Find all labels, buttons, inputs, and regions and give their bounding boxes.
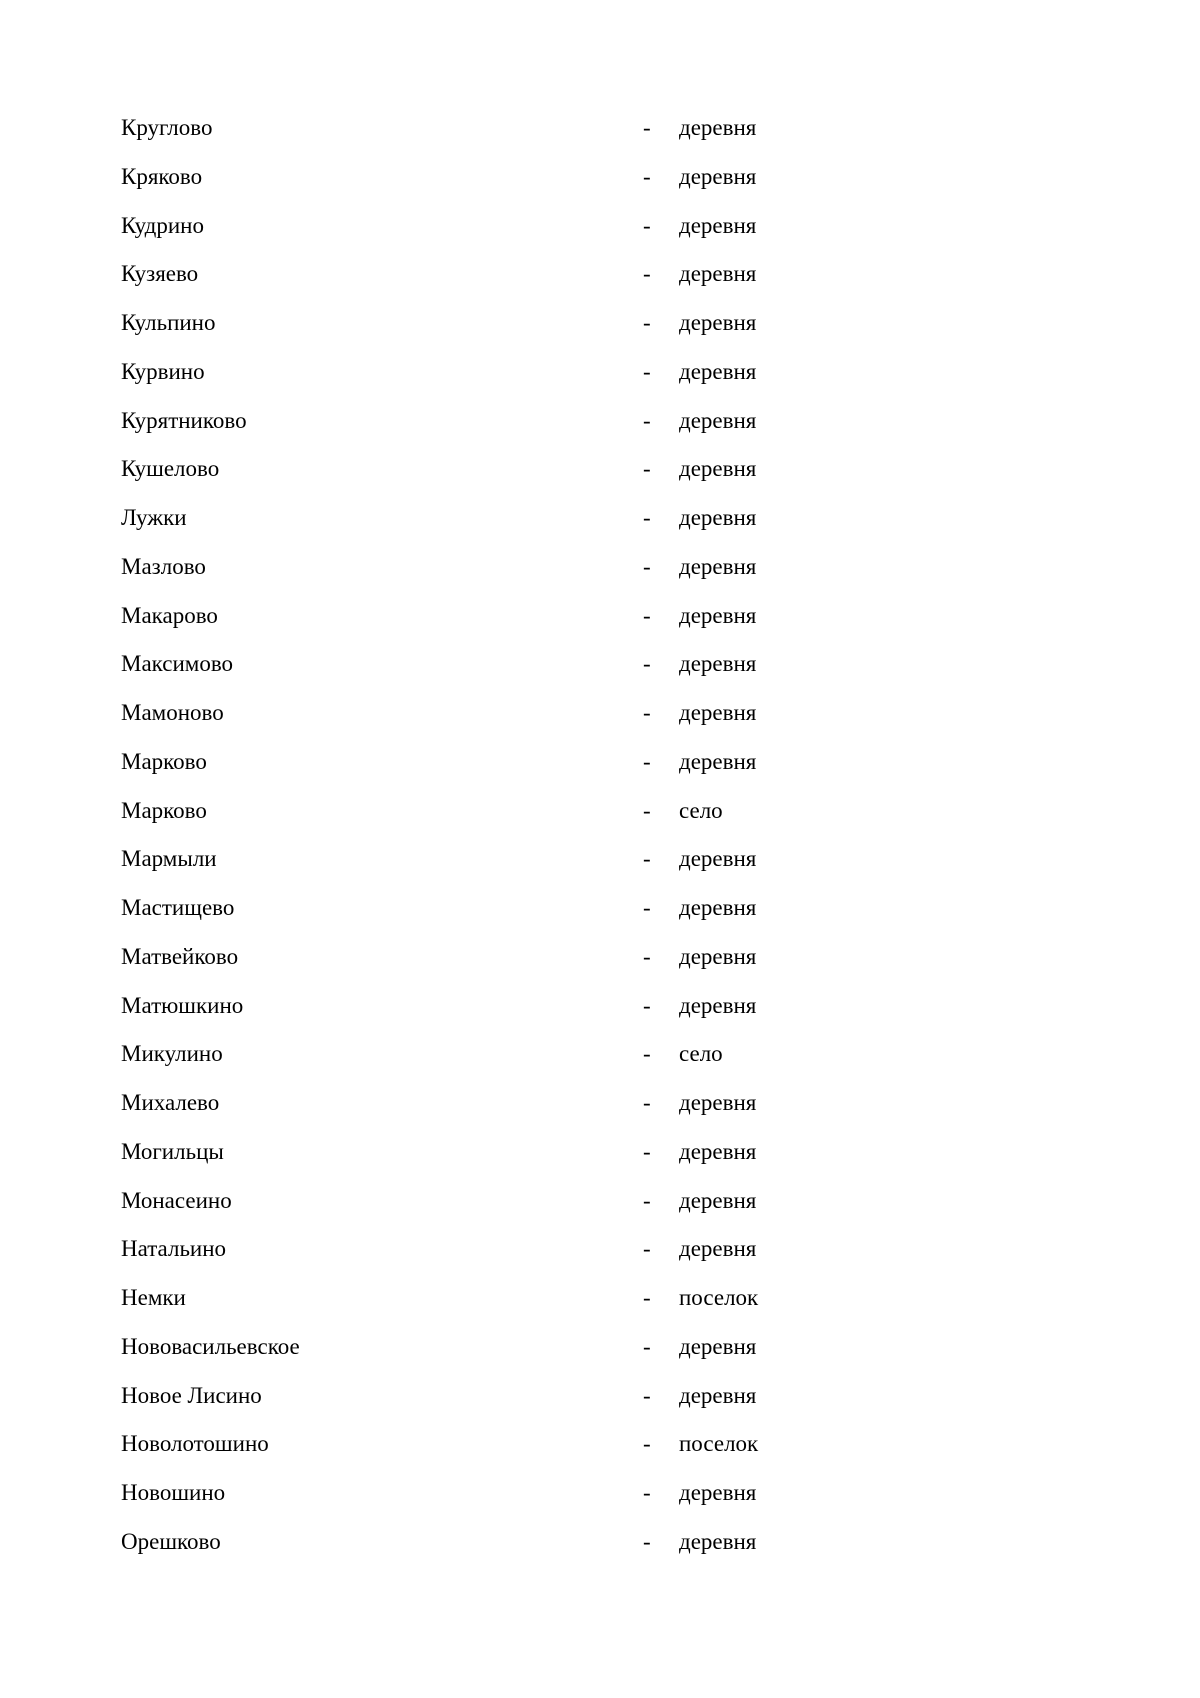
settlement-name: Монасеино	[121, 1187, 232, 1213]
separator-dash: -	[643, 797, 651, 823]
separator-dash: -	[643, 1431, 651, 1457]
list-item	[121, 738, 881, 787]
settlement-name: Максимово	[121, 651, 234, 677]
separator-dash: -	[643, 1333, 651, 1359]
settlement-type: деревня	[679, 212, 757, 238]
settlement-type: деревня	[679, 1480, 757, 1505]
settlement-type: село	[679, 797, 723, 823]
separator-dash: -	[643, 456, 651, 482]
list-item	[121, 689, 881, 738]
settlement-name: Кузяево	[121, 261, 199, 287]
settlement-type: деревня	[679, 748, 757, 774]
settlement-name: Кушелово	[121, 456, 220, 482]
settlement-type: деревня	[679, 1528, 757, 1554]
separator-dash: -	[643, 992, 651, 1018]
separator-dash: -	[643, 846, 651, 872]
settlement-type: поселок	[679, 1431, 759, 1457]
list-item	[121, 1518, 881, 1567]
settlement-name: Лужки	[121, 505, 187, 530]
list-item	[121, 1225, 881, 1274]
settlement-name: Мармыли	[121, 846, 217, 872]
list-item	[121, 933, 881, 982]
separator-dash: -	[643, 310, 651, 335]
list-item	[121, 1177, 881, 1226]
list-item	[121, 640, 881, 689]
settlement-name: Кряково	[121, 163, 203, 189]
list-item	[121, 1323, 881, 1372]
list-item	[121, 1372, 881, 1421]
settlement-name: Курятниково	[121, 407, 247, 433]
settlement-type: деревня	[679, 553, 757, 579]
settlement-name: Новошино	[121, 1480, 226, 1505]
settlement-type: деревня	[679, 1138, 757, 1164]
settlement-name: Натальино	[121, 1236, 227, 1262]
separator-dash: -	[643, 1187, 651, 1213]
list-item	[121, 835, 881, 884]
settlement-type: деревня	[679, 1333, 757, 1359]
settlement-type: деревня	[679, 115, 757, 140]
settlement-name: Нововасильевское	[121, 1333, 300, 1359]
separator-dash: -	[643, 407, 651, 433]
separator-dash: -	[643, 651, 651, 677]
settlement-type: деревня	[679, 895, 757, 920]
separator-dash: -	[643, 1528, 651, 1554]
separator-dash: -	[643, 1382, 651, 1408]
settlement-type: деревня	[679, 1187, 757, 1213]
list-item	[121, 543, 881, 592]
settlement-name: Новое Лисино	[121, 1382, 262, 1408]
settlement-type: деревня	[679, 602, 757, 628]
settlement-name: Марково	[121, 797, 207, 823]
settlement-name: Кульпино	[121, 310, 216, 335]
settlement-type: поселок	[679, 1285, 759, 1310]
list-item	[121, 202, 881, 251]
settlement-type: деревня	[679, 846, 757, 872]
list-item	[121, 592, 881, 641]
settlement-type: деревня	[679, 651, 757, 677]
separator-dash: -	[643, 1138, 651, 1164]
settlement-name: Матвейково	[121, 943, 239, 969]
settlement-type: деревня	[679, 456, 757, 482]
separator-dash: -	[643, 1285, 651, 1310]
settlement-list	[121, 104, 881, 1567]
settlement-type: деревня	[679, 1382, 757, 1408]
settlement-name: Кудрино	[121, 212, 204, 238]
settlement-name: Мастищево	[121, 895, 235, 920]
separator-dash: -	[643, 505, 651, 530]
separator-dash: -	[643, 1480, 651, 1505]
settlement-name: Мазлово	[121, 553, 206, 579]
settlement-name: Мамоново	[121, 700, 224, 725]
settlement-type: деревня	[679, 505, 757, 530]
settlement-name: Орешково	[121, 1528, 221, 1554]
separator-dash: -	[643, 895, 651, 920]
separator-dash: -	[643, 115, 651, 140]
settlement-name: Курвино	[121, 358, 205, 384]
settlement-name: Круглово	[121, 115, 213, 140]
settlement-type: деревня	[679, 407, 757, 433]
settlement-type: село	[679, 1041, 723, 1067]
list-item	[121, 153, 881, 202]
separator-dash: -	[643, 1041, 651, 1067]
settlement-name: Макарово	[121, 602, 218, 628]
settlement-name: Марково	[121, 748, 207, 774]
list-item	[121, 1030, 881, 1079]
list-item	[121, 1469, 881, 1518]
list-item	[121, 299, 881, 348]
separator-dash: -	[643, 261, 651, 287]
list-item	[121, 397, 881, 446]
settlement-name: Матюшкино	[121, 992, 244, 1018]
list-item	[121, 250, 881, 299]
settlement-type: деревня	[679, 943, 757, 969]
separator-dash: -	[643, 163, 651, 189]
settlement-name: Новолотошино	[121, 1431, 269, 1457]
separator-dash: -	[643, 358, 651, 384]
list-item	[121, 982, 881, 1031]
separator-dash: -	[643, 943, 651, 969]
separator-dash: -	[643, 553, 651, 579]
list-item	[121, 884, 881, 933]
settlement-type: деревня	[679, 261, 757, 287]
settlement-name: Михалево	[121, 1090, 220, 1115]
settlement-type: деревня	[679, 992, 757, 1018]
list-item	[121, 787, 881, 836]
settlement-type: деревня	[679, 700, 757, 725]
settlement-type: деревня	[679, 1090, 757, 1115]
settlement-name: Немки	[121, 1285, 186, 1310]
settlement-type: деревня	[679, 310, 757, 335]
list-item	[121, 348, 881, 397]
list-item	[121, 445, 881, 494]
settlement-name: Могильцы	[121, 1138, 224, 1164]
list-item	[121, 1274, 881, 1323]
separator-dash: -	[643, 748, 651, 774]
separator-dash: -	[643, 1090, 651, 1115]
settlement-type: деревня	[679, 358, 757, 384]
list-item	[121, 1079, 881, 1128]
settlement-name: Микулино	[121, 1041, 223, 1067]
separator-dash: -	[643, 212, 651, 238]
settlement-type: деревня	[679, 163, 757, 189]
list-item	[121, 1420, 881, 1469]
settlement-type: деревня	[679, 1236, 757, 1262]
list-item	[121, 1128, 881, 1177]
list-item	[121, 104, 881, 153]
separator-dash: -	[643, 1236, 651, 1262]
list-item	[121, 494, 881, 543]
separator-dash: -	[643, 700, 651, 725]
separator-dash: -	[643, 602, 651, 628]
